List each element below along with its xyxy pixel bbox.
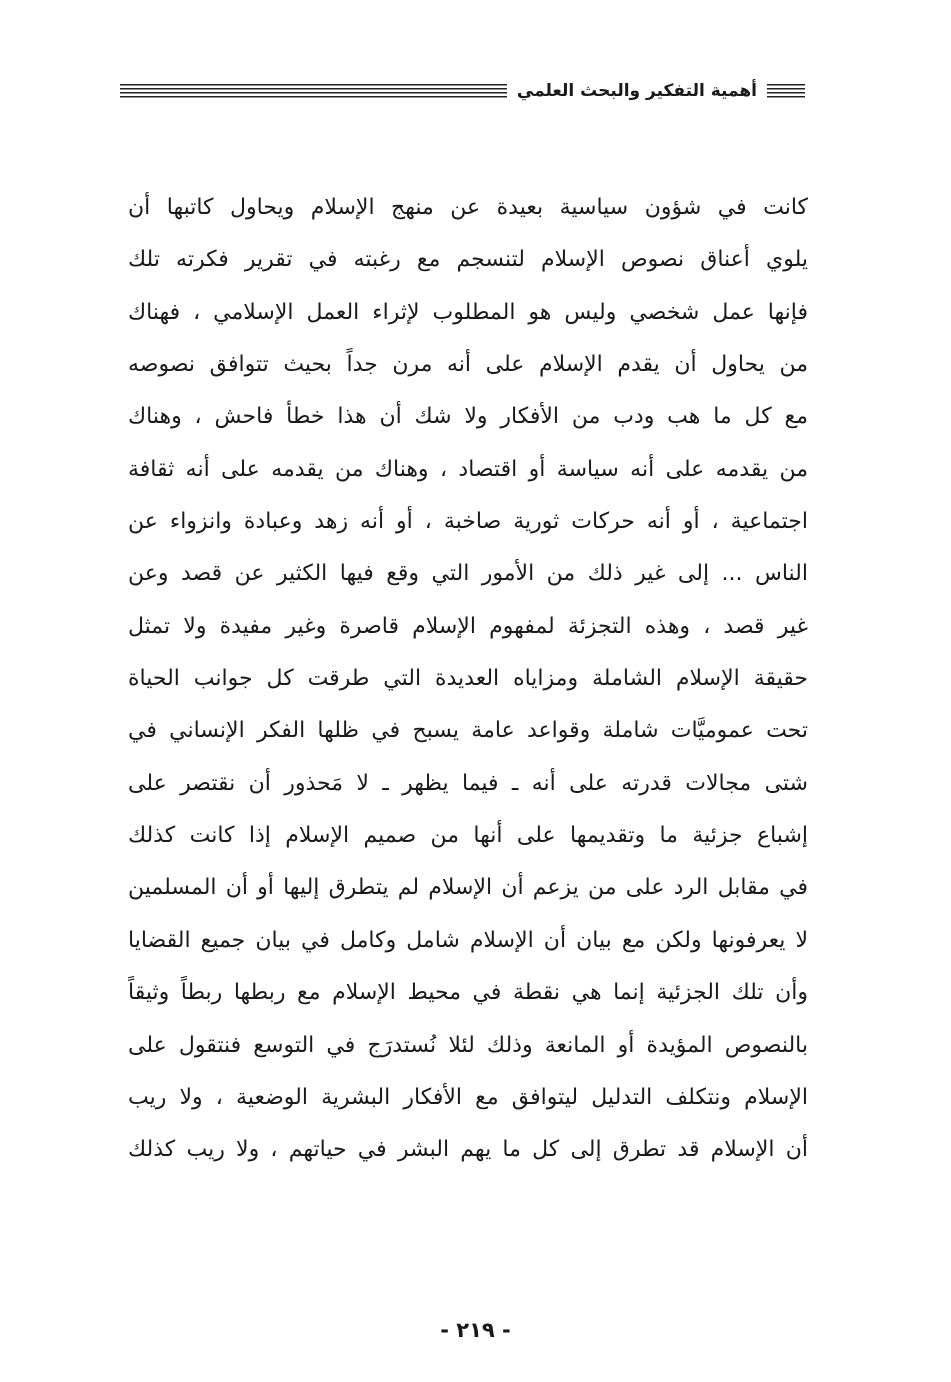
text-line: أن الإسلام قد تطرق إلى كل ما يهم البشر في حياتهم ، ولا ريب كذلك [128,1137,808,1163]
running-header [120,78,805,104]
body-text [128,182,808,1177]
text-line: شتى مجالات قدرته على أنه ـ فيما يظهر ـ لا مَحذور أن نقتصر على [128,770,808,796]
text-line: تحت عموميَّات شاملة وقواعد عامة يسبح في ظلها الفكر الإنساني في [128,718,808,744]
text-line: الإسلام ونتكلف التدليل ليتوافق مع الأفكار البشرية الوضعية ، ولا ريب [128,1084,808,1110]
text-line: بالنصوص المؤيدة أو المانعة وذلك لئلا نُستدرَج في التوسع فنتقول على [128,1032,808,1058]
text-line: يلوي أعناق نصوص الإسلام لتنسجم مع رغبته في تقرير فكرته تلك [128,247,808,273]
text-line: من يحاول أن يقدم الإسلام على أنه مرن جداً بحيث تتوافق نصوصه [128,352,808,378]
header-rule-left [120,84,507,99]
text-line: في مقابل الرد على من يزعم أن الإسلام لم يتطرق إليها أو أن المسلمين [128,875,808,901]
text-line: غير قصد ، وهذه التجزئة لمفهوم الإسلام قاصرة وغير مفيدة ولا تمثل [128,613,808,639]
text-line: لا يعرفونها ولكن مع بيان أن الإسلام شامل وكامل في بيان جميع القضايا [128,927,808,953]
text-line: الناس ... إلى غير ذلك من الأمور التي وقع فيها الكثير عن قصد وعن [128,561,808,587]
text-line: اجتماعية ، أو أنه حركات ثورية صاخبة ، أو أنه زهد وعبادة وانزواء عن [128,509,808,535]
text-line: من يقدمه على أنه سياسة أو اقتصاد ، وهناك من يقدمه على أنه ثقافة [128,456,808,482]
text-line: وأن تلك الجزئية إنما هي نقطة في محيط الإسلام مع ربطها ربطاً وثيقاً [128,980,808,1006]
page-number: - ٢١٩ - [440,1318,511,1342]
text-line: حقيقة الإسلام الشاملة ومزاياه العديدة التي طرقت كل جوانب الحياة [128,666,808,692]
text-line: فإنها عمل شخصي وليس هو المطلوب لإثراء العمل الإسلامي ، فهناك [128,299,808,325]
header-title: أهمية التفكير والبحث العلمي [516,81,757,101]
text-line: مع كل ما هب ودب من الأفكار ولا شك أن هذا خطأ فاحش ، وهناك [128,404,808,430]
header-rule-right [767,84,805,99]
text-line: كانت في شؤون سياسية بعيدة عن منهج الإسلام ويحاول كاتبها أن [128,195,808,220]
text-line: إشباع جزئية ما وتقديمها على أنها من صميم الإسلام إذا كانت كذلك [128,823,808,849]
